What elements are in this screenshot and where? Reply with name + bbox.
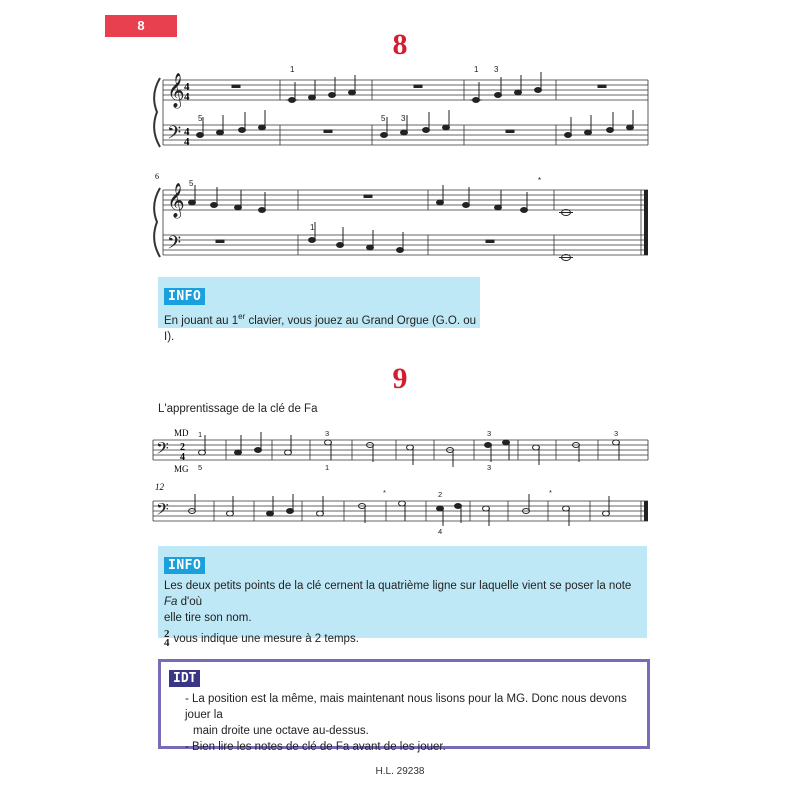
note — [401, 130, 408, 135]
note — [495, 93, 502, 98]
time-sig-bottom: 4 — [184, 91, 190, 103]
half-note — [533, 445, 540, 450]
treble-clef: 𝄞 — [167, 73, 185, 108]
note — [259, 125, 266, 130]
note — [463, 203, 470, 208]
half-note — [325, 440, 332, 445]
note — [607, 128, 614, 133]
note — [259, 208, 266, 213]
half-note — [199, 450, 206, 455]
idt-item: - La position est la même, mais maintenant nous lisons pour la MG. Donc nous devons jouer la — [185, 693, 627, 721]
note — [437, 200, 444, 205]
note — [267, 511, 274, 516]
brace — [154, 188, 160, 257]
measure-number: 6 — [155, 172, 159, 181]
note — [503, 440, 510, 445]
fingering: 5 — [189, 179, 194, 188]
measure-number: 12 — [155, 482, 164, 492]
note — [455, 504, 462, 509]
fingering: 3 — [487, 463, 492, 472]
note — [367, 245, 374, 250]
half-note — [407, 445, 414, 450]
fingering: 3 — [614, 429, 619, 438]
note — [189, 200, 196, 205]
info-tag: INFO — [164, 557, 205, 574]
whole-rest — [232, 85, 240, 88]
half-note — [483, 506, 490, 511]
fingering: 3 — [487, 429, 492, 438]
fingering: 1 — [325, 463, 330, 472]
note — [485, 443, 492, 448]
info-tag: INFO — [164, 288, 205, 305]
note — [309, 238, 316, 243]
note — [217, 130, 224, 135]
note — [287, 509, 294, 514]
note — [235, 450, 242, 455]
time-sig-top: 2 — [180, 442, 185, 453]
note — [627, 125, 634, 130]
bass-clef: 𝄢 — [156, 438, 169, 462]
fingering: 3 — [401, 114, 406, 123]
treble-clef: 𝄞 — [167, 183, 185, 218]
note — [423, 128, 430, 133]
note — [211, 203, 218, 208]
label-md: MD — [174, 428, 189, 438]
bass-clef: 𝄢 — [167, 233, 182, 258]
whole-rest — [506, 130, 514, 133]
whole-rest — [486, 240, 494, 243]
half-note — [603, 511, 610, 516]
fingering: 1 — [290, 65, 295, 74]
time-sig-fraction: 2 4 — [164, 628, 170, 649]
idt-tag: IDT — [169, 670, 200, 687]
note — [337, 243, 344, 248]
note — [437, 506, 444, 511]
fingering: 5 — [381, 114, 386, 123]
half-note — [227, 511, 234, 516]
info-box-2 — [158, 546, 647, 649]
whole-rest — [364, 195, 372, 198]
note — [521, 208, 528, 213]
fingering: 1 — [198, 430, 203, 439]
half-note — [613, 440, 620, 445]
whole-rest — [216, 240, 224, 243]
fingering-star: * — [383, 488, 386, 497]
whole-rest — [598, 85, 606, 88]
fingering: 1 — [474, 65, 479, 74]
page-number-badge: 8 — [105, 15, 177, 37]
idt-item-continued: main droite une octave au-dessus. — [193, 725, 369, 737]
brace — [154, 78, 160, 147]
label-mg: MG — [174, 464, 189, 474]
note — [329, 93, 336, 98]
note — [443, 125, 450, 130]
fingering: 1 — [310, 223, 315, 232]
note — [239, 128, 246, 133]
half-note — [399, 501, 406, 506]
system-4 — [153, 501, 648, 521]
fingering: 3 — [325, 429, 330, 438]
note — [565, 133, 572, 138]
whole-rest — [324, 130, 332, 133]
idt-item: - Bien lire les notes de clé de Fa avant de les jouer. — [185, 741, 446, 753]
info-text-time-sig: 2 4 vous indique une mesure à 2 temps. — [164, 628, 359, 649]
final-barline — [644, 190, 648, 255]
half-note — [317, 511, 324, 516]
fingering: 2 — [438, 490, 443, 499]
fingering: 4 — [438, 527, 443, 536]
time-sig-bottom: 4 — [180, 452, 185, 463]
time-sig-bottom: 4 — [184, 136, 190, 148]
note — [255, 448, 262, 453]
exercise-9-subtitle: L'apprentissage de la clé de Fa — [158, 403, 318, 415]
note — [535, 88, 542, 93]
bass-clef: 𝄢 — [167, 123, 182, 148]
exercise-8-number: 8 — [392, 28, 408, 61]
note — [515, 90, 522, 95]
note — [381, 133, 388, 138]
bass-clef: 𝄢 — [156, 499, 169, 523]
final-barline — [644, 501, 648, 521]
time-sig-top: 4 — [184, 81, 190, 93]
footer-catalog-number: H.L. 29238 — [375, 766, 425, 777]
time-sig-top: 4 — [184, 126, 190, 138]
info-text: Les deux petits points de la clé cernent la quatrième ligne sur laquelle vient se poser la note Fa d'où elle tire son nom. — [164, 580, 632, 624]
whole-rest — [414, 85, 422, 88]
fingering-star: * — [549, 488, 552, 497]
idt-box — [158, 659, 650, 753]
info-text: En jouant au 1er clavier, vous jouez au Grand Orgue (G.O. ou I). — [164, 312, 477, 343]
fingering: 5 — [198, 114, 203, 123]
fingering-star: * — [538, 176, 542, 185]
half-note — [285, 450, 292, 455]
info-box-1 — [158, 277, 480, 343]
note — [397, 248, 404, 253]
note — [235, 205, 242, 210]
note — [349, 90, 356, 95]
half-note — [563, 506, 570, 511]
exercise-9-number: 9 — [392, 362, 408, 395]
system-2 — [163, 190, 648, 255]
note — [309, 95, 316, 100]
fingering: 5 — [198, 463, 203, 472]
note — [585, 130, 592, 135]
note — [495, 205, 502, 210]
fingering: 3 — [494, 65, 499, 74]
note — [197, 133, 204, 138]
